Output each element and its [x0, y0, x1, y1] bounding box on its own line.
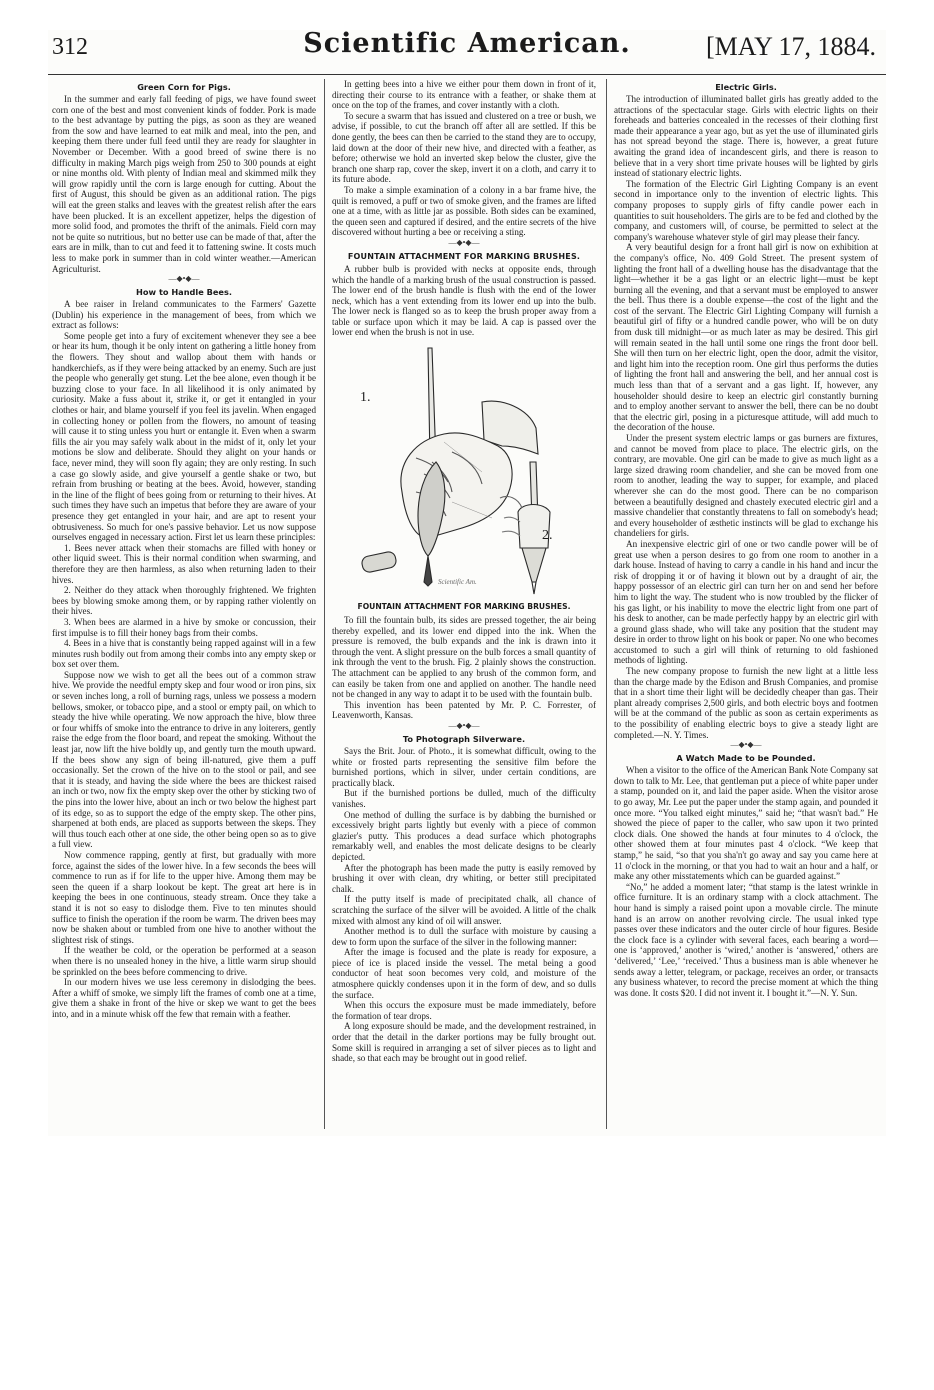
- header-rule: [48, 74, 886, 75]
- paragraph: But if the burnished portions be dulled, much of the difficulty vanishes.: [332, 788, 596, 809]
- article-title-watch: A Watch Made to be Pounded.: [676, 753, 816, 764]
- page-number: 312: [52, 34, 88, 60]
- paragraph: 2. Neither do they attack when thoroughly frightened. We frighten bees by blowing smoke among them, or by rapping rather violently on their hives.: [52, 585, 316, 617]
- fountain-brush-illustration: [332, 342, 596, 600]
- paragraph: A long exposure should be made, and the development restrained, in order that the detail in the darker portions may be fully brought out. Some skill is required in arranging a set of silver pieces as to light and shade, so that each may be brought out in good relief.: [332, 1021, 596, 1064]
- page-header: [48, 30, 886, 70]
- paragraph: Under the present system electric lamps or gas burners are fixtures, and cannot be moved from place to place. The electric girls, on the contrary, are movable. One girl can be made to give as much light as a large sized drawing room chandelier, and she can be moved from one room to another, leading the way to supper, for example, and placed wherever she can do the most good. There can be no comparison between a beautifully designed and chastely executed electric girl and a massive chandelier that constantly threatens to fall on somebody's head; and every householder of æsthetic instincts will be glad to exchange his chandeliers for girls.: [614, 433, 878, 539]
- article-title-bees: How to Handle Bees.: [136, 287, 232, 298]
- paragraph: “No,” he added a moment later; “that stamp is the latest wrinkle in office furniture. It is an ordinary stamp with a clock attachment. The hour hand is simply a raised point upon a movable circle. The minute hand is an arrow on another revolving circle. The usual inked type passes over these indicators and the outer circle of hour figures. Beside the clock face is a cylinder with several faces, each bearing a word—one is ‘approved,’ another is ‘wired,’ another is ‘answered,’ others are ‘delivered,’ ‘Lee,’ ‘received.’ Thus a business man is able whenever he sends away a letter, telegram, or package, receives an order, or transacts any business whatever, to record the precise moment at which the thing was done. It costs $20. I did not invent it. I bought it.”—N. Y. Sun.: [614, 881, 878, 998]
- paragraph: To fill the fountain bulb, its sides are pressed together, the air being thereby expelled, and its lower end dipped into the ink. When the pressure is removed, the bulb expands and the ink is drawn into it through the vent. A slight pressure on the bulb forces a small quantity of ink through the vent to the brush. Fig. 2 plainly shows the construction. The attachment can be applied to any brush of the common form, and can easily be taken from one and applied on another. The handle need not be changed in any way to adapt it to be used with the fountain bulb.: [332, 615, 596, 700]
- paragraph: 3. When bees are alarmed in a hive by smoke or concussion, their first impulse is to fill their honey bags from their combs.: [52, 616, 316, 638]
- paragraph: In getting bees into a hive we either pour them down in front of it, directing their course to its entrance with a feather, or shake them at once on the top of the frames, and cover instantly with a cloth.: [332, 79, 596, 111]
- newspaper-page: [48, 30, 886, 1136]
- paragraph: The introduction of illuminated ballet girls has greatly added to the attractions of the spectacular stage. Girls with electric lights on their foreheads and batteries concealed in the recesses of their clothing first made their appearance a year ago, but as yet the use of illuminated girls has not spread beyond the stage. There is, however, a great future awaiting the grand idea of incandescent girls, and there is reason to believe that in a very short time private houses will be lighted by girls instead of stationary electric lights.: [614, 94, 878, 179]
- figure-label-1: 1.: [360, 390, 371, 406]
- page-margin-bottom: [0, 1136, 934, 1390]
- article-title-green-corn: Green Corn for Pigs.: [137, 82, 231, 92]
- section-separator: —◆•◆—: [730, 740, 762, 750]
- paragraph: The formation of the Electric Girl Lighting Company is an event second in importance only to the invention of electric lights. This company proposes to supply girls of fifty candle power each in quantities to suit householders. The girls are to be fed and clothed by the company, and customers will, of course, be permitted to select at the company's warehouse whatever style of girl may please their fancy.: [614, 178, 878, 242]
- paragraph: An inexpensive electric girl of one or two candle power will be of great use when a person desires to go from one room to another in a dark house. Instead of having to carry a candle in his hand and incur the risk of dropping it or of having it blown out by a draught of air, the happy possessor of an electric girl can turn her on and send her before him to light the way. The student who is now troubled by the flicker of his gas light, or his inability to move the electric light from one part of his desk to another, can be made perfectly happy by an electric girl with a ground glass shade, who will take any position that the student may desire in order to throw light on his book or paper. No one who becomes accustomed to such a girl will think of returning to old fashioned methods of lighting.: [614, 538, 878, 666]
- column-divider: [606, 79, 607, 1129]
- paragraph: A bee raiser in Ireland communicates to the Farmers' Gazette (Dublin) his experience in the management of bees, from which we extract as follows:: [52, 299, 316, 331]
- paragraph: A rubber bulb is provided with necks at opposite ends, through which the handle of a marking brush of the usual construction is passed. The lower end of the brush handle is flush with the end of the lower neck, which has a vent extending from its lower end up into the bulb. The lower neck is flanged so as to keep the brush proper away from a table or surface upon which it may be laid. A cap is passed over the lower end when the brush is not in use.: [332, 263, 596, 338]
- section-separator: —◆•◆—: [168, 274, 200, 284]
- column-divider: [324, 79, 325, 1129]
- section-separator: —◆•◆—: [448, 237, 480, 247]
- paragraph: When a visitor to the office of the American Bank Note Company sat down to talk to Mr. Lee, that gentleman put a piece of white paper under a stamp, pounded on it, and laid the paper aside. When the visitor arose to go away, Mr. Lee put the paper under the stamp again, and pounded it once more. “You talked eight minutes,” said he; “that wasn't bad.” He showed the piece of paper to the caller, who saw upon it two printed clock dials. One showed the hands at four minutes to 4 o'clock, the other showed them at four minutes past 4 o'clock. “We keep that stamp,” he said, “so that you sha'n't go away and say you came here at 11 o'clock in the morning, or that you had to wait an hour and a half, or make any other misstatements which can be guarded against.”: [614, 765, 878, 882]
- paragraph: One method of dulling the surface is by dabbing the burnished or excessively bright parts lightly but evenly with a piece of common glazier's putty. This produces a dead surface which photographs remarkably well, and enables the most delicate designs to be clearly depicted.: [332, 809, 596, 862]
- section-separator: —◆•◆—: [448, 721, 480, 730]
- article-body-bees-continued: [332, 79, 596, 238]
- masthead-title: Scientific American.: [303, 30, 631, 59]
- paragraph: Now commence rapping, gently at first, but gradually with more force, against the sides of the lower hive. In a few seconds the bees will commence to run as if for life to the upper hive. Among them may be seen the queen if a sharp lookout be kept. The great art here is in keeping the bees in one continuous, steady stream. Once they take a stand it is not so easy to dislodge them. Five to ten minutes should suffice to finish the operation if the room be warm. The driven bees may now be shaken about or tumbled from one hive to another without the slightest risk of stings.: [52, 849, 316, 945]
- article-body-watch: [614, 765, 878, 998]
- paragraph: In the summer and early fall feeding of pigs, we have found sweet corn one of the best and most convenient kinds of fodder. Pork is made to the best advantage by putting the pigs, as soon as they are weaned from the sow and have learned to eat milk and meal, into the pen, and keeping them there under full feed until they are ready for slaughter in November or December. With a good breed of swine there is no difficulty in making March pigs weigh from 250 to 300 pounds at eight or nine months old. With plenty of Indian meal and skimmed milk they will grow rapidly until the corn is large enough for cutting. About the first of August, this should be given as an additional ration. The pigs will eat the green stalks and leaves with the greatest relish after the ears have been plucked. It is an excellent appetizer, helps the digestion of more solid food, and promotes the thrift of the animals. Field corn may not be quite so nutritious, but no better use can be made of that, after the ears are in milk, than to cut and feed it to fattening swine. It costs much less to make pork in summer than in cold winter weather.—American Agriculturist.: [52, 94, 316, 274]
- issue-date: [MAY 17, 1884.: [706, 32, 876, 61]
- paragraph: If the weather be cold, or the operation be performed at a season when there is no unsealed honey in the hive, a little warm sirup should be sprinkled on the bees before commencing to drive.: [52, 945, 316, 977]
- paragraph: A very beautiful design for a front hall girl is now on exhibition at the company's office, No. 409 Gold Street. The present system of lighting the front hall of a dwelling house has the disadvantage that the light—whether it be a gas light or an electric light—must be kept burning all the evening, and that a servant must be employed to answer the bell. Thus there is a double expense—the cost of the light and the cost of the servant. The Electric Girl Lighting Company will furnish a beautiful girl of fifty or a hundred candle power, who will be on duty from dusk till midnight—or as much later as may be desired. This girl will remain seated in the hall until some one rings the front door bell. She will then turn on her electric light, open the door, admit the visitor, and light him into the reception room. One girl thus performs the duties of lighting the front hall and answering the bell, and her annual cost is much less than that of a servant and a gas light. If, however, any householder should desire to keep an electric girl constantly burning and to employ another servant to answer the bell, there can be no doubt that the electric girl, posing in a picturesque attitude, will add much to the decoration of the house.: [614, 242, 878, 433]
- paragraph: To secure a swarm that has issued and clustered on a tree or bush, we advise, if possible, to cut the branch off after all are settled. If this be done gently, the bees can then be carried to the stand they are to occupy, laid down at the door of their new hive, and directed with a feather, as before; otherwise we hold an inverted skep below the cluster, give the branch one sharp rap, cover the skep, invert it on a cloth, and carry it to its future abode.: [332, 110, 596, 185]
- figure-caption: FOUNTAIN ATTACHMENT FOR MARKING BRUSHES.: [357, 602, 571, 612]
- paragraph: After the photograph has been made the putty is easily removed by brushing it over with clean, dry whiting, or better still precipitated chalk.: [332, 862, 596, 894]
- paragraph: Another method is to dull the surface with moisture by causing a dew to form upon the surface of the silver in the following manner:: [332, 926, 596, 947]
- article-title-silverware: To Photograph Silverware.: [402, 734, 526, 744]
- paragraph: When this occurs the exposure must be made immediately, before the formation of tear drops.: [332, 1000, 596, 1021]
- column-2: [332, 79, 596, 1134]
- paragraph: Says the Brit. Jour. of Photo., it is somewhat difficult, owing to the white or frosted parts representing the sensitive film before the burnished portions, which in silver, under certain conditions, are practically black.: [332, 746, 596, 788]
- article-body-bees: [52, 299, 316, 1019]
- figure-label-2: 2.: [542, 528, 553, 544]
- column-3: [614, 79, 878, 1134]
- paragraph: The new company propose to furnish the new light at a little less than the charge made by the Edison and Brush Companies, and promise that in a short time their light will be decidedly cheaper than gas. Their plant already comprises 2,500 girls, and both electric boys and footmen will be at the command of the public as soon as certain experiments as to the possibility of enabling electric boys to give a steady light are completed.—N. Y. Times.: [614, 666, 878, 740]
- article-body-electric-girls: [614, 94, 878, 740]
- paragraph: To make a simple examination of a colony in a bar frame hive, the quilt is removed, a puff or two of smoke given, and the frames are lifted one at a time, with as little jar as possible. Both sides can be examined, the queen seen and captured if desired, and the entire secrets of the hive discovered without hurting a bee or receiving a sting.: [332, 184, 596, 238]
- engraver-signature: Scientific Am.: [438, 578, 477, 587]
- paragraph: After the image is focused and the plate is ready for exposure, a piece of ice is placed inside the vessel. The metal being a good conductor of heat soon becomes very cold, and moisture of the atmosphere quickly condenses upon it in the form of dew, and so dulls the surface.: [332, 947, 596, 1000]
- article-body-green-corn: [52, 94, 316, 274]
- article-title-fountain: FOUNTAIN ATTACHMENT FOR MARKING BRUSHES.: [347, 251, 581, 261]
- paragraph: In our modern hives we use less ceremony in dislodging the bees. After a whiff of smoke, we simply lift the frames of comb one at a time, give them a shake in front of the hive or skep we want to get the bees into, and in a minute whisk off the few that remain with a feather.: [52, 977, 316, 1019]
- column-1: [52, 79, 316, 1134]
- paragraph: Suppose now we wish to get all the bees out of a common straw hive. We provide the needful empty skep and four wood or iron pins, six or seven inches long, a roll of burning rags, unless we possess a modern bellows, smoker, or tobacco pipe, and a stool or empty pail, on which to steady the hive while operating. We now approach the hive, blow three or four whiffs of smoke into the entrance to drive in any loiterers, gently raise the edge from the floor board, and repeat the smoking. Without the least jar, now lift the hive boldly up, and gently turn the mouth upward. If the bees show any sign of being ill-natured, give them a puff occasionally. Set the crown of the hive on to the stool or pail, and see that it is steady, and having the side where the bees are thickest raised an inch or two, now fix the empty skep over the other by sticking two of the pins into the lower hive, about an inch or two below the highest part of its edge, so as to support the edge of the empty skep. The other pins, sharpened at both ends, are placed as supports between the skeps. They will thus touch each other at one side, the other being open so as to give a full view.: [52, 669, 316, 850]
- paragraph: If the putty itself is made of precipitated chalk, all chance of scratching the surface of the silver will be avoided. A little of the chalk mixed with almost any kind of oil will answer.: [332, 894, 596, 926]
- paragraph: 4. Bees in a hive that is constantly being rapped against will in a few minutes rush bodily out from among their combs into any empty skep or box set over them.: [52, 638, 316, 670]
- paragraph: 1. Bees never attack when their stomachs are filled with honey or other liquid sweet. This is their normal condition when swarming, and therefore they are then harmless, as also when returning laden to their hives.: [52, 542, 316, 585]
- article-body-silverware: [332, 746, 596, 1064]
- hand-brush-engraving: [332, 342, 596, 600]
- paragraph: Some people get into a fury of excitement whenever they see a bee or hear its hum, though it be only intent on gathering a little honey from the flowers. They shout and wallop about them with hands or handkerchiefs, as if they were being attacked by an enemy. Such are just the people who generally get stung. Let the bee alone, even though it be buzzing close to your face. In all likelihood it is only animated by curiosity. Make a fuss about it, strike it, or get it entangled in your clothes or hair, and blame yourself if you feel its javelin. When engaged in collecting honey or pollen from the flowers, no amount of teasing will cause it to sting unless you hurt or entangle it. Even when a swarm fills the air you may safely walk about in the midst of it, only let your motions be slow and deliberate. Should they alight on your hands or face, never mind, they will soon fly again; they are only resting. In such a case go slowly aside, and give yourself a gentle shake or two, but refrain from brushing or beating at the bees. Avoid, however, standing in the line of the flight of bees going from or returning to their hives. At such times they have such an impetus that before they are aware of your presence they get entangled in your hair, and are apt to resent your obtrusiveness. So much for one's passive behavior. Let us now suppose ourselves engaged in necessary action. First let us learn these principles:: [52, 330, 316, 543]
- article-title-electric-girls: Electric Girls.: [715, 82, 777, 92]
- paragraph: This invention has been patented by Mr. P. C. Forrester, of Leavenworth, Kansas.: [332, 699, 596, 721]
